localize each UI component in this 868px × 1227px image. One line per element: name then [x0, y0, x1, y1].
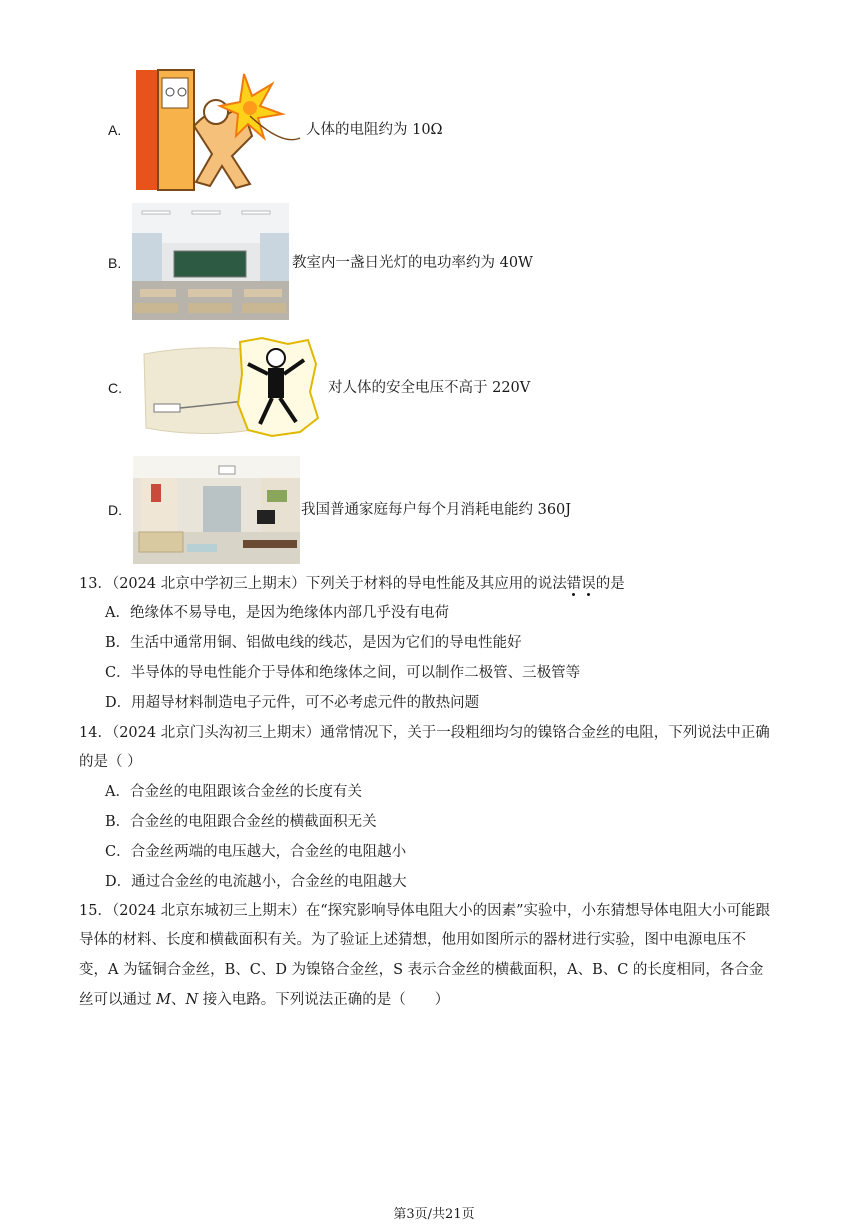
question-14-option-c: C．合金丝两端的电压越大，合金丝的电阻越小 — [105, 844, 407, 860]
question-14-stem-line2: 的是（ ） — [79, 754, 142, 770]
electric-shock-cartoon — [132, 66, 304, 193]
question-13-option-c: C．半导体的导电性能介于导体和绝缘体之间，可以制作二极管、三极管等 — [105, 665, 581, 681]
question-14-option-b: B．合金丝的电阻跟合金丝的横截面积无关 — [105, 814, 377, 830]
question-14-option-d: D．通过合金丝的电流越小，合金丝的电阻越大 — [105, 874, 407, 890]
question-15-line3: 变，A 为锰铜合金丝，B、C、D 为镍铬合金丝，S 表示合金丝的横截面积，A、B、C 的长度相同，各合金 — [79, 962, 764, 978]
living-room-photo — [133, 456, 300, 564]
question-14-option-a: A．合金丝的电阻跟该合金丝的长度有关 — [105, 784, 362, 800]
skeleton-shock-cartoon — [140, 334, 322, 442]
question-13-stem: 13．（2024 北京中学初三上期末）下列关于材料的导电性能及其应用的说法错误的是 — [79, 576, 625, 592]
question-14-stem-line1: 14．（2024 北京门头沟初三上期末）通常情况下，关于一段粗细均匀的镍铬合金丝的电阻，下列说法中正确 — [79, 725, 770, 741]
question-13-option-d: D．用超导材料制造电子元件，可不必考虑元件的散热问题 — [105, 695, 480, 711]
option-c-label: C. — [108, 380, 122, 396]
classroom-photo — [132, 203, 289, 320]
page-number: 第3页/共21页 — [393, 1207, 475, 1222]
question-15-line1: 15．（2024 北京东城初三上期末）在“探究影响导体电阻大小的因素”实验中，小东猜想导体电阻大小可能跟 — [79, 903, 771, 919]
question-15-line2: 导体的材料、长度和横截面积有关。为了验证上述猜想，他用如图所示的器材进行实验，图中电源电压不 — [79, 932, 746, 948]
option-d-label: D. — [108, 502, 122, 518]
question-13-option-a: A．绝缘体不易导电，是因为绝缘体内部几乎没有电荷 — [105, 605, 449, 621]
option-a-label: A. — [108, 122, 122, 138]
question-15-line4: 丝可以通过 M、N 接入电路。下列说法正确的是（ ） — [79, 992, 450, 1008]
question-13-option-b: B．生活中通常用铜、铝做电线的线芯，是因为它们的导电性能好 — [105, 635, 522, 651]
option-d-text: 我国普通家庭每户每个月消耗电能约 360J — [301, 502, 572, 518]
option-b-label: B. — [108, 255, 122, 271]
option-c-text: 对人体的安全电压不高于 220V — [328, 380, 531, 396]
option-b-text: 教室内一盏日光灯的电功率约为 40W — [292, 255, 533, 271]
option-a-text: 人体的电阻约为 10Ω — [306, 122, 443, 138]
